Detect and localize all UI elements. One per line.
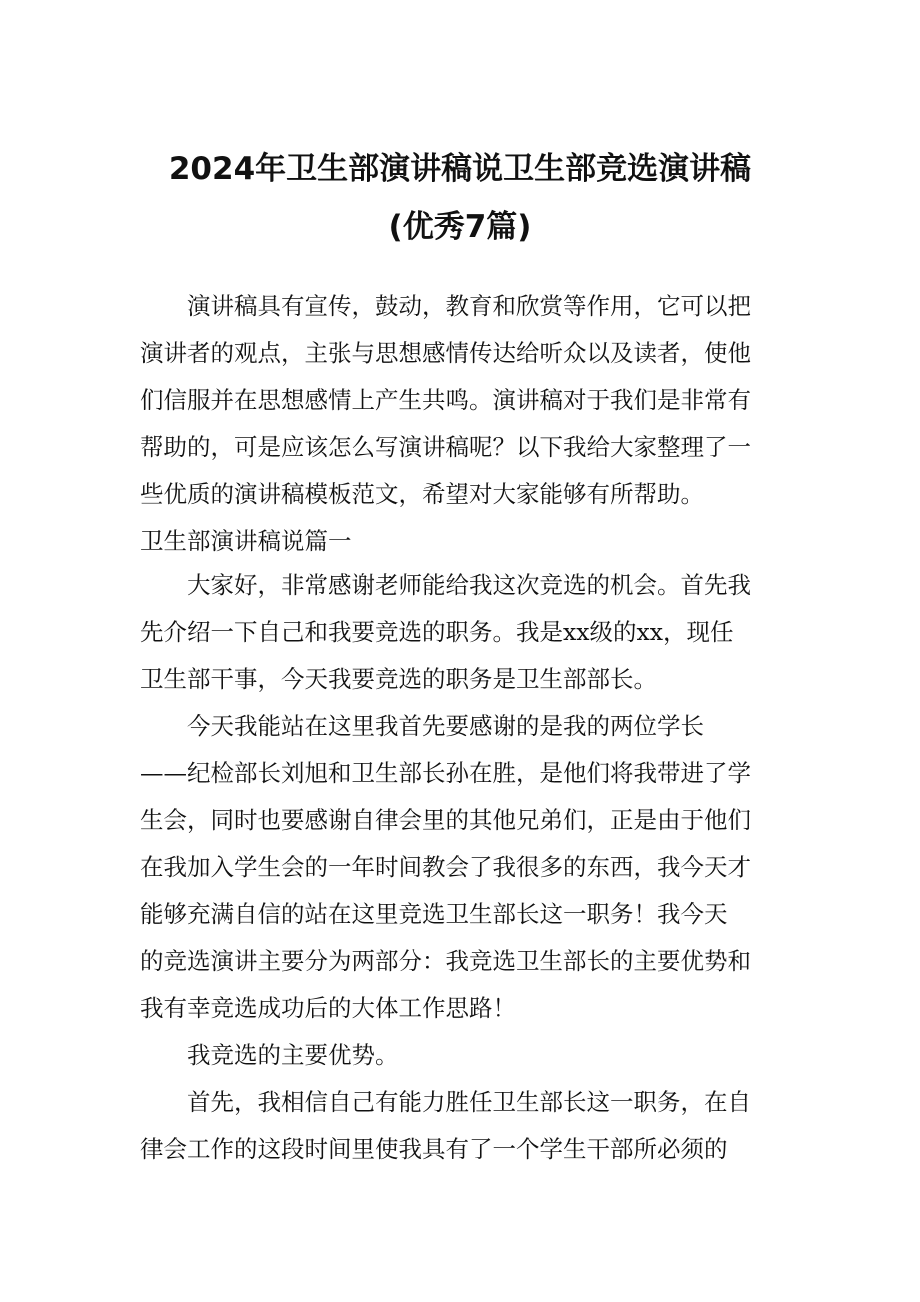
document-title-line-2: (优秀7篇) [388, 209, 532, 245]
body-line: 生会，同时也要感谢自律会里的其他兄弟们，正是由于他们 [140, 806, 751, 834]
body-line: 首先，我相信自己有能力胜任卫生部长这一职务，在自 [187, 1088, 751, 1116]
document-title-line-1: 2024年卫生部演讲稿说卫生部竞选演讲稿 [168, 151, 752, 187]
body-line: 卫生部干事，今天我要竞选的职务是卫生部部长。 [140, 665, 657, 693]
body-line: 些优质的演讲稿模板范文，希望对大家能够有所帮助。 [140, 480, 704, 508]
body-line: ——纪检部长刘旭和卫生部长孙在胜，是他们将我带进了学 [140, 759, 751, 787]
body-line: 我有幸竞选成功后的大体工作思路！ [140, 994, 516, 1022]
body-line: 先介绍一下自己和我要竞选的职务。我是xx级的xx，现任 [140, 618, 734, 646]
body-line: 们信服并在思想感情上产生共鸣。演讲稿对于我们是非常有 [140, 386, 751, 414]
document-body [140, 283, 790, 1173]
body-line: 今天我能站在这里我首先要感谢的是我的两位学长 [187, 712, 704, 740]
body-line: 我竞选的主要优势。 [187, 1041, 399, 1069]
body-line: 的竞选演讲主要分为两部分：我竞选卫生部长的主要优势和 [140, 947, 751, 975]
body-line: 大家好，非常感谢老师能给我这次竞选的机会。首先我 [187, 571, 751, 599]
body-line: 演讲者的观点，主张与思想感情传达给听众以及读者，使他 [140, 339, 751, 367]
section-heading: 卫生部演讲稿说篇一 [140, 527, 352, 555]
body-line: 在我加入学生会的一年时间教会了我很多的东西，我今天才 [140, 853, 751, 881]
body-line: 律会工作的这段时间里使我具有了一个学生干部所必须的 [140, 1135, 728, 1163]
body-line: 帮助的，可是应该怎么写演讲稿呢？以下我给大家整理了一 [140, 433, 751, 461]
body-line: 演讲稿具有宣传，鼓动，教育和欣赏等作用，它可以把 [187, 292, 751, 320]
body-line: 能够充满自信的站在这里竞选卫生部长这一职务！我今天 [140, 900, 728, 928]
